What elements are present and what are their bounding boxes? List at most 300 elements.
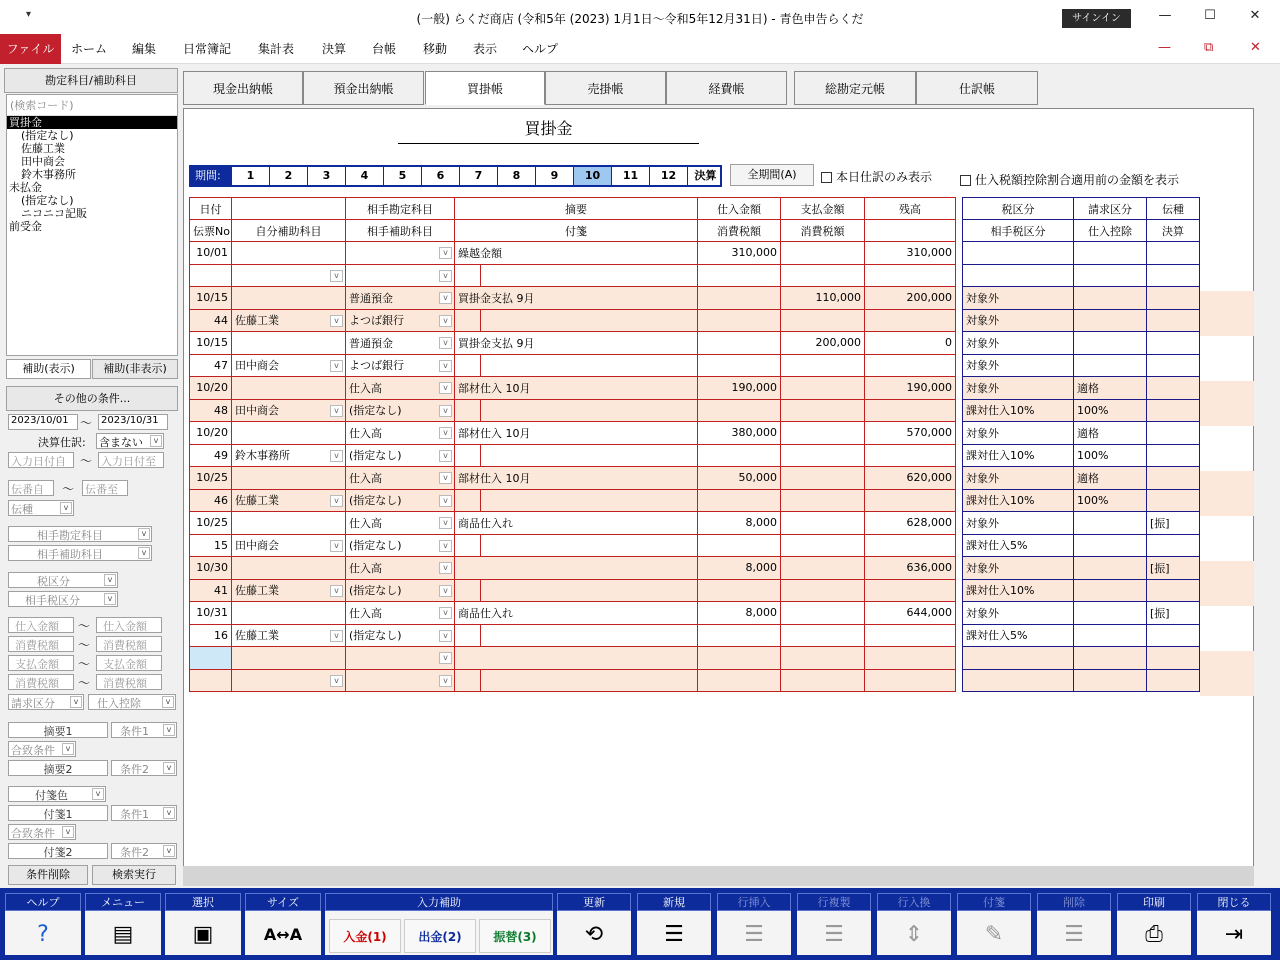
cond2-select[interactable] xyxy=(111,760,177,776)
table-row[interactable] xyxy=(190,422,956,445)
purchase-ded-cell[interactable] xyxy=(1074,579,1147,602)
purchase-to[interactable]: 仕入金額 xyxy=(96,617,162,633)
tree-item[interactable]: 未払金 xyxy=(9,181,42,194)
menu-daily[interactable]: 日常簿記 xyxy=(182,42,231,56)
own-sub-cell[interactable] xyxy=(232,534,346,557)
tag-text-cell[interactable] xyxy=(481,489,698,512)
select-key[interactable] xyxy=(164,892,242,956)
settle-select[interactable] xyxy=(96,433,164,449)
minimize-icon[interactable]: — xyxy=(1158,8,1172,23)
blank-cell[interactable] xyxy=(232,602,346,625)
invoice-cat-select[interactable] xyxy=(8,694,84,710)
insert-row-key[interactable] xyxy=(716,892,792,956)
tree-item[interactable]: 前受金 xyxy=(9,220,42,233)
tax-row[interactable] xyxy=(963,647,1200,670)
menu-help[interactable]: ヘルプ xyxy=(521,42,558,56)
tag-cond2-select[interactable] xyxy=(111,843,177,859)
menu-key[interactable] xyxy=(84,892,162,956)
purchase-cell[interactable]: 190,000 xyxy=(698,377,781,400)
purchase-cell[interactable]: 310,000 xyxy=(698,242,781,265)
tax-from[interactable]: 消費税額 xyxy=(8,636,74,652)
tax-row[interactable] xyxy=(963,512,1200,535)
invoice-cat-cell[interactable] xyxy=(1074,557,1147,580)
tag-text-cell[interactable] xyxy=(481,624,698,647)
tab-expense[interactable]: 経費帳 xyxy=(666,71,787,105)
table-row[interactable] xyxy=(190,399,956,422)
payment-cell[interactable] xyxy=(781,467,865,490)
counter-tax-cell[interactable] xyxy=(963,669,1074,692)
tax-cat-cell[interactable] xyxy=(963,647,1074,670)
tree-item[interactable]: ニコニコ記販 xyxy=(21,207,87,220)
invoice-cat-cell[interactable] xyxy=(1074,647,1147,670)
tag-match-select[interactable] xyxy=(8,824,76,840)
table-row[interactable] xyxy=(190,579,956,602)
tax-row[interactable] xyxy=(963,422,1200,445)
tax-row[interactable] xyxy=(963,399,1200,422)
period-10[interactable]: 10 xyxy=(573,167,611,185)
counter-sub-select[interactable] xyxy=(8,545,152,561)
memo-cell[interactable] xyxy=(455,647,698,670)
memo-cell[interactable]: 繰越金額 xyxy=(455,242,698,265)
match-cond-select[interactable] xyxy=(8,741,76,757)
payment-tax-cell[interactable] xyxy=(781,669,865,692)
tag2-input[interactable]: 付箋2 xyxy=(8,843,108,859)
memo2-input[interactable]: 摘要2 xyxy=(8,760,108,776)
tax-row[interactable] xyxy=(963,332,1200,355)
tax-row[interactable] xyxy=(963,669,1200,692)
payment-tax-cell[interactable] xyxy=(781,579,865,602)
own-sub-cell[interactable] xyxy=(232,669,346,692)
close-key[interactable] xyxy=(1196,892,1272,956)
help-key[interactable] xyxy=(4,892,82,956)
tab-general[interactable]: 総勘定元帳 xyxy=(794,71,916,105)
slip-type-cell[interactable] xyxy=(1147,467,1200,490)
tax-cat-cell[interactable]: 対象外 xyxy=(963,422,1074,445)
menu-edit[interactable]: 編集 xyxy=(131,42,156,56)
payment-tax-cell[interactable] xyxy=(781,309,865,332)
own-sub-cell[interactable] xyxy=(232,264,346,287)
tag1-input[interactable]: 付箋1 xyxy=(8,805,108,821)
purchase-cell[interactable] xyxy=(698,332,781,355)
tax-row[interactable] xyxy=(963,534,1200,557)
tag-cell[interactable] xyxy=(455,264,481,287)
tax-to[interactable]: 消費税額 xyxy=(96,636,162,652)
slip-no-cell[interactable] xyxy=(190,264,232,287)
counter-tax-cell[interactable]: 課対仕入10% xyxy=(963,489,1074,512)
counter-tax-cell[interactable]: 課対仕入5% xyxy=(963,534,1074,557)
purchase-cell[interactable]: 380,000 xyxy=(698,422,781,445)
counter-account-cell[interactable] xyxy=(346,422,455,445)
purchase-from[interactable]: 仕入金額 xyxy=(8,617,74,633)
tag-cond1-select[interactable] xyxy=(111,805,177,821)
slip-no-cell[interactable]: 44 xyxy=(190,309,232,332)
counter-sub-cell[interactable] xyxy=(346,309,455,332)
invoice-cat-cell[interactable]: 適格 xyxy=(1074,377,1147,400)
menu-view[interactable]: 表示 xyxy=(472,42,497,56)
clear-conditions-button[interactable]: 条件削除 xyxy=(8,865,88,885)
tax-row[interactable] xyxy=(963,354,1200,377)
period-9[interactable]: 9 xyxy=(535,167,573,185)
table-row[interactable] xyxy=(190,602,956,625)
purchase-cell[interactable] xyxy=(698,287,781,310)
slip-type-cell[interactable] xyxy=(1147,287,1200,310)
date-cell[interactable]: 10/25 xyxy=(190,512,232,535)
date-cell[interactable]: 10/15 xyxy=(190,287,232,310)
tag-text-cell[interactable] xyxy=(481,354,698,377)
tab-cash[interactable]: 現金出納帳 xyxy=(183,71,303,105)
slip-no-cell[interactable]: 46 xyxy=(190,489,232,512)
tree-item[interactable]: 鈴木事務所 xyxy=(21,168,76,181)
table-row[interactable] xyxy=(190,489,956,512)
blank-cell[interactable] xyxy=(232,377,346,400)
tag-text-cell[interactable] xyxy=(481,264,698,287)
vertical-scrollbar[interactable] xyxy=(1254,108,1274,886)
counter-account-cell[interactable] xyxy=(346,557,455,580)
payment-cell[interactable] xyxy=(781,647,865,670)
blank-cell[interactable] xyxy=(232,242,346,265)
tab-journal[interactable]: 仕訳帳 xyxy=(916,71,1038,105)
counter-account-cell[interactable] xyxy=(346,377,455,400)
tax-cat-cell[interactable]: 対象外 xyxy=(963,287,1074,310)
tax-row[interactable] xyxy=(963,287,1200,310)
search-execute-button[interactable]: 検索実行 xyxy=(92,865,176,885)
purchase-tax-cell[interactable] xyxy=(698,669,781,692)
table-row[interactable] xyxy=(190,557,956,580)
input-assist-key[interactable] xyxy=(324,892,554,956)
purchase-cell[interactable] xyxy=(698,647,781,670)
tag-text-cell[interactable] xyxy=(481,669,698,692)
sub-show-tab[interactable]: 補助(表示) xyxy=(6,359,91,379)
counter-sub-cell[interactable] xyxy=(346,264,455,287)
counter-tax-cell[interactable]: 対象外 xyxy=(963,309,1074,332)
purchase-ded-cell[interactable] xyxy=(1074,264,1147,287)
counter-tax-cell[interactable] xyxy=(963,264,1074,287)
payment-cell[interactable] xyxy=(781,242,865,265)
payment-tax-cell[interactable] xyxy=(781,489,865,512)
payment-cell[interactable]: 200,000 xyxy=(781,332,865,355)
period-6[interactable]: 6 xyxy=(421,167,459,185)
purchase-tax-cell[interactable] xyxy=(698,354,781,377)
invoice-cat-cell[interactable]: 適格 xyxy=(1074,422,1147,445)
tax-row[interactable] xyxy=(963,557,1200,580)
mdi-close-icon[interactable]: ✕ xyxy=(1250,40,1261,55)
tax-row[interactable] xyxy=(963,489,1200,512)
input-date-to[interactable]: 入力日付至 xyxy=(98,452,164,468)
mdi-minimize-icon[interactable]: — xyxy=(1158,40,1171,55)
period-11[interactable]: 11 xyxy=(611,167,649,185)
menu-move[interactable]: 移動 xyxy=(422,42,447,56)
counter-tax-cell[interactable]: 対象外 xyxy=(963,354,1074,377)
close-icon[interactable]: ✕ xyxy=(1249,8,1261,23)
purchase-ded-cell[interactable] xyxy=(1074,624,1147,647)
signin-button[interactable]: サインイン xyxy=(1062,9,1131,28)
menu-settle[interactable]: 決算 xyxy=(321,42,346,56)
tax-row[interactable] xyxy=(963,309,1200,332)
date-cell[interactable]: 10/15 xyxy=(190,332,232,355)
slip-type-cell[interactable]: [振] xyxy=(1147,512,1200,535)
settle-cell[interactable] xyxy=(1147,489,1200,512)
purchase-tax-cell[interactable] xyxy=(698,534,781,557)
counter-tax-cell[interactable]: 課対仕入5% xyxy=(963,624,1074,647)
tax-option-checkbox[interactable] xyxy=(960,171,1179,188)
withdraw-button[interactable]: 出金(2) xyxy=(404,919,476,953)
table-row[interactable] xyxy=(190,332,956,355)
menu-file[interactable]: ファイル xyxy=(0,34,61,64)
date-to-input[interactable]: 2023/10/31 xyxy=(98,414,168,430)
tax-row[interactable] xyxy=(963,377,1200,400)
purchase-ded-cell[interactable] xyxy=(1074,309,1147,332)
purchase-ded-cell[interactable] xyxy=(1074,354,1147,377)
payment-cell[interactable] xyxy=(781,422,865,445)
counter-account-cell[interactable] xyxy=(346,467,455,490)
table-row[interactable] xyxy=(190,354,956,377)
counter-sub-cell[interactable] xyxy=(346,534,455,557)
settle-cell[interactable] xyxy=(1147,354,1200,377)
payment-tax-cell[interactable] xyxy=(781,624,865,647)
size-key[interactable] xyxy=(244,892,322,956)
purchase-cell[interactable]: 8,000 xyxy=(698,512,781,535)
tax2-from[interactable]: 消費税額 xyxy=(8,674,74,690)
period-4[interactable]: 4 xyxy=(345,167,383,185)
tree-item[interactable]: (指定なし) xyxy=(21,129,74,142)
payment-tax-cell[interactable] xyxy=(781,444,865,467)
slip-type-cell[interactable] xyxy=(1147,377,1200,400)
tag-cell[interactable] xyxy=(455,579,481,602)
purchase-tax-cell[interactable] xyxy=(698,624,781,647)
table-row[interactable] xyxy=(190,287,956,310)
memo-cell[interactable]: 部材仕入 10月 xyxy=(455,422,698,445)
slip-no-cell[interactable]: 49 xyxy=(190,444,232,467)
slip-to-input[interactable]: 伝番至 xyxy=(82,480,128,496)
counter-tax-cell[interactable]: 課対仕入10% xyxy=(963,579,1074,602)
purchase-tax-cell[interactable] xyxy=(698,399,781,422)
table-row[interactable] xyxy=(190,377,956,400)
settle-cell[interactable] xyxy=(1147,399,1200,422)
table-row[interactable] xyxy=(190,669,956,692)
mdi-restore-icon[interactable]: ⧉ xyxy=(1204,40,1214,55)
period-8[interactable]: 8 xyxy=(497,167,535,185)
purchase-ded-cell[interactable]: 100% xyxy=(1074,444,1147,467)
payment-tax-cell[interactable] xyxy=(781,264,865,287)
payment-cell[interactable]: 110,000 xyxy=(781,287,865,310)
slip-type-cell[interactable] xyxy=(1147,332,1200,355)
payment-to[interactable]: 支払金額 xyxy=(96,655,162,671)
blank-cell[interactable] xyxy=(232,422,346,445)
menu-summary[interactable]: 集計表 xyxy=(257,42,294,56)
settle-cell[interactable] xyxy=(1147,624,1200,647)
counter-sub-cell[interactable] xyxy=(346,624,455,647)
tree-item[interactable]: 買掛金 xyxy=(7,116,177,129)
payment-tax-cell[interactable] xyxy=(781,534,865,557)
search-code-input[interactable]: (検索コード) xyxy=(7,95,177,116)
payment-from[interactable]: 支払金額 xyxy=(8,655,74,671)
own-sub-cell[interactable] xyxy=(232,354,346,377)
blank-cell[interactable] xyxy=(232,557,346,580)
period-2[interactable]: 2 xyxy=(269,167,307,185)
period-13[interactable]: 決算 xyxy=(687,167,723,185)
settle-cell[interactable] xyxy=(1147,669,1200,692)
settle-cell[interactable] xyxy=(1147,534,1200,557)
settle-cell[interactable] xyxy=(1147,264,1200,287)
new-key[interactable] xyxy=(636,892,712,956)
copy-row-key[interactable] xyxy=(796,892,872,956)
horizontal-scrollbar[interactable] xyxy=(183,866,1254,886)
date-cell[interactable] xyxy=(190,647,232,670)
payment-cell[interactable] xyxy=(781,602,865,625)
invoice-cat-cell[interactable]: 適格 xyxy=(1074,467,1147,490)
counter-account-cell[interactable] xyxy=(346,647,455,670)
other-conditions-button[interactable]: その他の条件... xyxy=(6,386,178,411)
table-row[interactable] xyxy=(190,624,956,647)
invoice-cat-cell[interactable] xyxy=(1074,332,1147,355)
counter-account-cell[interactable] xyxy=(346,287,455,310)
cond1-select[interactable] xyxy=(111,722,177,738)
counter-sub-cell[interactable] xyxy=(346,354,455,377)
tax-cat-cell[interactable]: 対象外 xyxy=(963,377,1074,400)
own-sub-cell[interactable] xyxy=(232,579,346,602)
tax-cat-cell[interactable]: 対象外 xyxy=(963,557,1074,580)
tax-row[interactable] xyxy=(963,467,1200,490)
tab-deposit[interactable]: 預金出納帳 xyxy=(303,71,424,105)
table-row[interactable] xyxy=(190,512,956,535)
slip-no-cell[interactable]: 41 xyxy=(190,579,232,602)
table-row[interactable] xyxy=(190,264,956,287)
invoice-cat-cell[interactable] xyxy=(1074,242,1147,265)
tag-text-cell[interactable] xyxy=(481,399,698,422)
purchase-tax-cell[interactable] xyxy=(698,579,781,602)
date-from-input[interactable]: 2023/10/01 xyxy=(8,414,78,430)
own-sub-cell[interactable] xyxy=(232,309,346,332)
slip-type-cell[interactable] xyxy=(1147,422,1200,445)
purchase-ded-cell[interactable] xyxy=(1074,534,1147,557)
transfer-button[interactable]: 振替(3) xyxy=(479,919,551,953)
memo-cell[interactable]: 部材仕入 10月 xyxy=(455,377,698,400)
slip-from-input[interactable]: 伝番自 xyxy=(8,480,54,496)
own-sub-cell[interactable] xyxy=(232,489,346,512)
payment-cell[interactable] xyxy=(781,557,865,580)
purchase-tax-cell[interactable] xyxy=(698,489,781,512)
tax-cat-cell[interactable]: 対象外 xyxy=(963,602,1074,625)
tax-row[interactable] xyxy=(963,602,1200,625)
invoice-cat-cell[interactable] xyxy=(1074,287,1147,310)
counter-sub-cell[interactable] xyxy=(346,444,455,467)
slip-type-cell[interactable] xyxy=(1147,647,1200,670)
tax-row[interactable] xyxy=(963,444,1200,467)
tag-cell[interactable] xyxy=(455,354,481,377)
purchase-ded-cell[interactable] xyxy=(1074,669,1147,692)
slip-no-cell[interactable]: 48 xyxy=(190,399,232,422)
update-key[interactable] xyxy=(556,892,632,956)
counter-account-cell[interactable] xyxy=(346,332,455,355)
tax-row[interactable] xyxy=(963,264,1200,287)
memo-cell[interactable]: 買掛金支払 9月 xyxy=(455,287,698,310)
purchase-cell[interactable]: 50,000 xyxy=(698,467,781,490)
counter-account-cell[interactable] xyxy=(346,602,455,625)
memo-cell[interactable]: 部材仕入 10月 xyxy=(455,467,698,490)
memo-cell[interactable]: 買掛金支払 9月 xyxy=(455,332,698,355)
table-row[interactable] xyxy=(190,467,956,490)
menu-home[interactable]: ホーム xyxy=(70,42,107,56)
memo-cell[interactable]: 商品仕入れ xyxy=(455,602,698,625)
blank-cell[interactable] xyxy=(232,647,346,670)
tax-row[interactable] xyxy=(963,624,1200,647)
tax2-to[interactable]: 消費税額 xyxy=(96,674,162,690)
tree-item[interactable]: (指定なし) xyxy=(21,194,74,207)
sub-hide-tab[interactable]: 補助(非表示) xyxy=(92,359,178,379)
memo-cell[interactable] xyxy=(455,557,698,580)
tag-key[interactable] xyxy=(956,892,1032,956)
input-date-from[interactable]: 入力日付自 xyxy=(8,452,74,468)
all-period-button[interactable]: 全期間(A) xyxy=(730,164,814,186)
tax-cat-cell[interactable]: 対象外 xyxy=(963,467,1074,490)
tag-cell[interactable] xyxy=(455,309,481,332)
purchase-cell[interactable]: 8,000 xyxy=(698,602,781,625)
maximize-icon[interactable]: ☐ xyxy=(1204,8,1216,23)
period-7[interactable]: 7 xyxy=(459,167,497,185)
payment-tax-cell[interactable] xyxy=(781,399,865,422)
own-sub-cell[interactable] xyxy=(232,444,346,467)
invoice-cat-cell[interactable] xyxy=(1074,512,1147,535)
purchase-tax-cell[interactable] xyxy=(698,444,781,467)
quick-access-icon[interactable]: ▾ xyxy=(26,9,32,20)
tag-text-cell[interactable] xyxy=(481,579,698,602)
today-only-checkbox[interactable] xyxy=(821,168,932,185)
swap-row-key[interactable] xyxy=(876,892,952,956)
tag-cell[interactable] xyxy=(455,624,481,647)
table-row[interactable] xyxy=(190,444,956,467)
counter-account-cell[interactable] xyxy=(346,512,455,535)
tax-cat-cell[interactable] xyxy=(963,242,1074,265)
date-cell[interactable]: 10/20 xyxy=(190,422,232,445)
slip-no-cell[interactable]: 15 xyxy=(190,534,232,557)
period-5[interactable]: 5 xyxy=(383,167,421,185)
delete-key[interactable] xyxy=(1036,892,1112,956)
blank-cell[interactable] xyxy=(232,512,346,535)
date-cell[interactable]: 10/30 xyxy=(190,557,232,580)
counter-sub-cell[interactable] xyxy=(346,579,455,602)
counter-account-select[interactable] xyxy=(8,526,152,542)
slip-no-cell[interactable]: 16 xyxy=(190,624,232,647)
purchase-ded-cell[interactable]: 100% xyxy=(1074,489,1147,512)
purchase-ded-cell[interactable]: 100% xyxy=(1074,399,1147,422)
tag-cell[interactable] xyxy=(455,534,481,557)
tree-item[interactable]: 佐藤工業 xyxy=(21,142,65,155)
slip-type-cell[interactable]: [振] xyxy=(1147,602,1200,625)
period-3[interactable]: 3 xyxy=(307,167,345,185)
memo1-input[interactable]: 摘要1 xyxy=(8,722,108,738)
date-cell[interactable]: 10/20 xyxy=(190,377,232,400)
own-sub-cell[interactable] xyxy=(232,624,346,647)
counter-sub-cell[interactable] xyxy=(346,399,455,422)
table-row[interactable] xyxy=(190,242,956,265)
purchase-cell[interactable]: 8,000 xyxy=(698,557,781,580)
own-sub-cell[interactable] xyxy=(232,399,346,422)
tax-cat-cell[interactable]: 対象外 xyxy=(963,512,1074,535)
menu-ledger[interactable]: 台帳 xyxy=(371,42,396,56)
tag-cell[interactable] xyxy=(455,669,481,692)
tag-cell[interactable] xyxy=(455,444,481,467)
date-cell[interactable]: 10/31 xyxy=(190,602,232,625)
counter-tax-cell[interactable]: 課対仕入10% xyxy=(963,399,1074,422)
tag-cell[interactable] xyxy=(455,399,481,422)
tax-cat-select[interactable] xyxy=(8,572,118,588)
tax-row[interactable] xyxy=(963,579,1200,602)
blank-cell[interactable] xyxy=(232,332,346,355)
date-cell[interactable]: 10/25 xyxy=(190,467,232,490)
slip-type-cell[interactable]: [振] xyxy=(1147,557,1200,580)
counter-sub-cell[interactable] xyxy=(346,489,455,512)
counter-sub-cell[interactable] xyxy=(346,669,455,692)
